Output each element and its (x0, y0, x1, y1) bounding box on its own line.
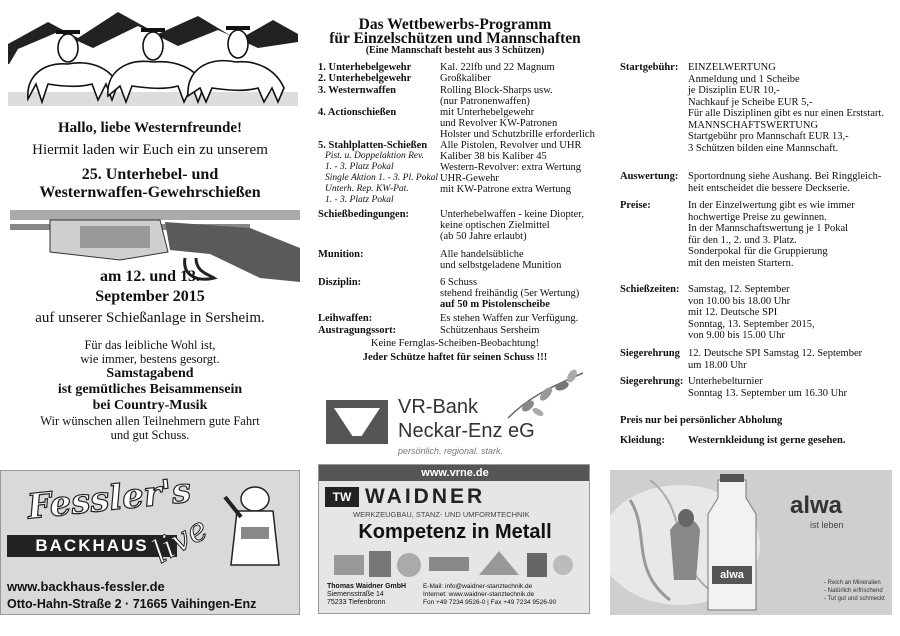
cond-value-2: keine optischen Zielmittel (440, 220, 550, 231)
wish-line-1: Wir wünschen allen Teilnehmern gute Fahrt (40, 414, 260, 428)
siegerehrung-1-value: 12. Deutsche SPI Samstag 12. September (688, 348, 863, 359)
waidner-sub: WERKZEUGBAU, STANZ- UND UMFORMTECHNIK (353, 510, 530, 519)
preise-value: für den 1., 2. und 3. Platz. (688, 234, 797, 246)
preis-abholung: Preis nur bei persönlicher Abholung (620, 415, 783, 426)
schiesszeiten-value: mit 12. Deutsche SPI (688, 307, 778, 318)
waidner-addr-3: 75233 Tiefenbronn (327, 599, 386, 606)
party-line-3: bei Country-Musik (92, 398, 208, 413)
munition-value-2: und selbstgeladene Munition (440, 260, 562, 271)
program-item-value: Holster und Schutzbrille erforderlich (440, 129, 595, 140)
disziplin-value-1: 6 Schuss (440, 277, 478, 288)
vr-logo-icon (326, 400, 388, 444)
program-item-value: Alle Pistolen, Revolver und UHR (440, 140, 582, 151)
alwa-slogan: ist leben (810, 520, 844, 530)
auswertung-key: Auswertung: (620, 171, 679, 182)
program-item-value: UHR-Gewehr (440, 173, 499, 184)
preise-key: Preise: (620, 200, 651, 211)
vr-url: www.vrne.de (319, 465, 590, 481)
metal-parts-image (329, 547, 579, 581)
waidner-claim: Kompetenz in Metall (358, 521, 552, 543)
program-item-value: mit Unterhebelgewehr (440, 107, 535, 118)
party-line-2: ist gemütliches Beisammensein (57, 382, 243, 397)
siegerehrung-2-key: Siegerehrung: (620, 376, 684, 387)
leihwaffen-key: Leihwaffen: (318, 313, 373, 324)
waidner-contact-1: E-Mail: info@waidner-stanztechnik.de (423, 583, 533, 590)
siegerehrung-2-value: Unterhebelturnier (688, 376, 763, 387)
disziplin-value-2: stehend freihändig (5er Wertung) (440, 288, 580, 299)
program-title-1: Das Wettbewerbs-Programm (358, 16, 552, 33)
wish-line-2: und gut Schuss. (110, 428, 190, 442)
program-sub-note: 1. - 3. Platz Pokal (325, 195, 394, 205)
waidner-logo-icon: TW (325, 487, 359, 507)
event-line-2: Westernwaffen-Gewehrschießen (39, 184, 261, 201)
preise-value: In der Mannschaftswertung je 1 Pokal (688, 223, 849, 234)
invite-line: Hiermit laden wir Euch ein zu unserem (32, 142, 268, 158)
cowboys-illustration (8, 4, 298, 108)
startgebuehr-value: je Disziplin EUR 10,- (688, 85, 780, 96)
kleidung-key: Kleidung: (620, 435, 665, 446)
program-item-key: 3. Westernwaffen (318, 85, 396, 96)
program-title-3: (Eine Mannschaft besteht aus 3 Schützen) (365, 45, 545, 56)
schiesszeiten-key: Schießzeiten: (620, 284, 680, 295)
note-fernglas: Keine Fernglas-Scheiben-Beobachtung! (370, 338, 540, 349)
preise-value: In der Einzelwertung gibt es wie immer (688, 200, 855, 211)
startgebuehr-value: 3 Schützen bilden eine Mannschaft. (688, 142, 839, 154)
waidner-ad (318, 464, 590, 614)
schiesszeiten-value: von 9.00 bis 15.00 Uhr (688, 330, 785, 341)
program-sub-note: Pist. u. Doppelaktion Rev. (325, 151, 425, 161)
program-item-value: und Revolver KW-Patronen (440, 118, 558, 129)
program-item-key: 5. Stahlplatten-Schießen (318, 140, 428, 151)
waidner-addr-1: Thomas Waidner GmbH (327, 583, 407, 590)
fessler-address: Otto-Hahn-Straße 2 · 71665 Vaihingen-Enz (7, 597, 257, 611)
startgebuehr-value: Startgebühr pro Mannschaft EUR 13,- (688, 131, 849, 142)
care-line-1: Für das leibliche Wohl ist, (84, 338, 216, 352)
startgebuehr-value: MANNSCHAFTSWERTUNG (688, 119, 819, 131)
baker-illustration (219, 477, 293, 577)
fessler-ad (0, 470, 300, 615)
vr-bank-ad (318, 368, 590, 463)
preise-value: hochwertige Preise zu gewinnen. (688, 211, 827, 223)
event-line-1: 25. Unterhebel- und (81, 166, 219, 183)
leihwaffen-value: Es stehen Waffen zur Verfügung. (440, 313, 579, 324)
fessler-live: live (145, 509, 215, 571)
schiesszeiten-value: Sonntag, 13. September 2015, (688, 318, 815, 330)
program-item-value: Rolling Block-Sharps usw. (440, 85, 553, 96)
program-item-key: 2. Unterhebelgewehr (318, 73, 412, 84)
alwa-bottle-label: alwa (712, 566, 752, 584)
austragung-key: Austragungssort: (318, 325, 397, 336)
fessler-backhaus: BACKHAUS (7, 535, 177, 557)
disziplin-value-3: auf 50 m Pistolenscheibe (440, 299, 550, 310)
program-item-value: Western-Revolver: extra Wertung (440, 162, 581, 173)
startgebuehr-value: Nachkauf je Scheibe EUR 5,- (688, 96, 813, 108)
waidner-addr-2: Siemensstraße 14 (327, 591, 384, 598)
auswertung-value: heit entscheidet die bessere Deckserie. (688, 182, 850, 194)
waidner-contact-2: Internet: www.waidner-stanztechnik.de (423, 591, 535, 598)
leaf-icon (498, 368, 588, 423)
preise-value: Sonderpokal für die Gruppierung (688, 246, 828, 257)
venue-line: auf unserer Schießanlage in Sersheim. (35, 310, 265, 326)
program-item-value: Großkaliber (440, 73, 491, 84)
note-haftung: Jeder Schütze haftet für seinen Schuss !!! (362, 352, 548, 363)
program-title-2: für Einzelschützen und Mannschaften (329, 30, 581, 47)
program-item-value: (nur Patronenwaffen) (440, 96, 530, 107)
startgebuehr-value: EINZELWERTUNG (688, 62, 776, 73)
munition-key: Munition: (318, 249, 364, 260)
siegerehrung-1-key: Siegerehrung (620, 348, 680, 359)
schiesszeiten-value: Samstag, 12. September (688, 284, 790, 295)
program-sub-note: Single Aktion 1. - 3. Pl. Pokal (325, 173, 439, 183)
program-item-value: mit KW-Patrone extra Wertung (440, 184, 572, 195)
startgebuehr-value: Anmeldung und 1 Scheibe (688, 73, 800, 85)
vr-name-1: VR-Bank (398, 396, 479, 418)
preise-value: mit den meisten Startern. (688, 257, 794, 269)
siegerehrung-2-value: Sonntag 13. September um 16.30 Uhr (688, 387, 847, 399)
schiesszeiten-value: von 10.00 bis 18.00 Uhr (688, 295, 791, 307)
greeting: Hallo, liebe Westernfreunde! (57, 120, 242, 136)
left-column (0, 0, 300, 470)
date-line-1: am 12. und 13. (99, 268, 201, 285)
cond-key: Schießbedingungen: (318, 209, 410, 220)
alwa-logo: alwa (790, 492, 843, 519)
vr-slogan: persönlich. regional. stark. (398, 446, 504, 456)
alwa-bullet-3: - Tut gut und schmeckt (824, 596, 885, 602)
program-sub-note: 1. - 3. Platz Pokal (325, 162, 394, 172)
cond-value-3: (ab 50 Jahre erlaubt) (440, 231, 527, 242)
date-line-2: September 2015 (95, 288, 205, 305)
program-sub-note: Unterh. Rep. KW-Pat. (325, 184, 409, 194)
vr-name-2: Neckar-Enz eG (398, 420, 535, 442)
party-line-1: Samstagabend (106, 366, 194, 381)
alwa-bullet-1: - Reich an Mineralien (824, 580, 881, 586)
program-item-key: 4. Actionschießen (318, 107, 397, 118)
disziplin-key: Disziplin: (318, 277, 362, 288)
fessler-url: www.backhaus-fessler.de (7, 579, 165, 594)
startgebuehr-key: Startgebühr: (620, 62, 679, 73)
cond-value-1: Unterhebelwaffen - keine Diopter, (440, 209, 584, 220)
care-line-2: wie immer, bestens gesorgt. (80, 352, 220, 366)
alwa-ad (610, 470, 892, 615)
waidner-logo: WAIDNER (365, 485, 486, 508)
waidner-contact-3: Fon +49 7234 9526-0 | Fax +49 7234 9526-90 (423, 599, 557, 606)
program-item-value: Kaliber 38 bis Kaliber 45 (440, 151, 547, 162)
austragung-value: Schützenhaus Sersheim (440, 325, 540, 336)
auswertung-value: Sportordnung siehe Aushang. Bei Ringgleich- (688, 171, 882, 182)
munition-value-1: Alle handelsübliche (440, 249, 524, 260)
program-item-value: Kal. 22lfb und 22 Magnum (440, 62, 555, 73)
siegerehrung-1-value: um 18.00 Uhr (688, 359, 747, 371)
fessler-logo: Fessler's (25, 470, 193, 528)
alwa-bullet-2: - Natürlich erfrischend (824, 588, 883, 594)
kleidung-value: Westernkleidung ist gerne gesehen. (688, 435, 846, 446)
program-item-key: 1. Unterhebelgewehr (318, 62, 412, 73)
startgebuehr-value: Für alle Disziplinen gibt es nur einen Erststart. (688, 108, 884, 119)
